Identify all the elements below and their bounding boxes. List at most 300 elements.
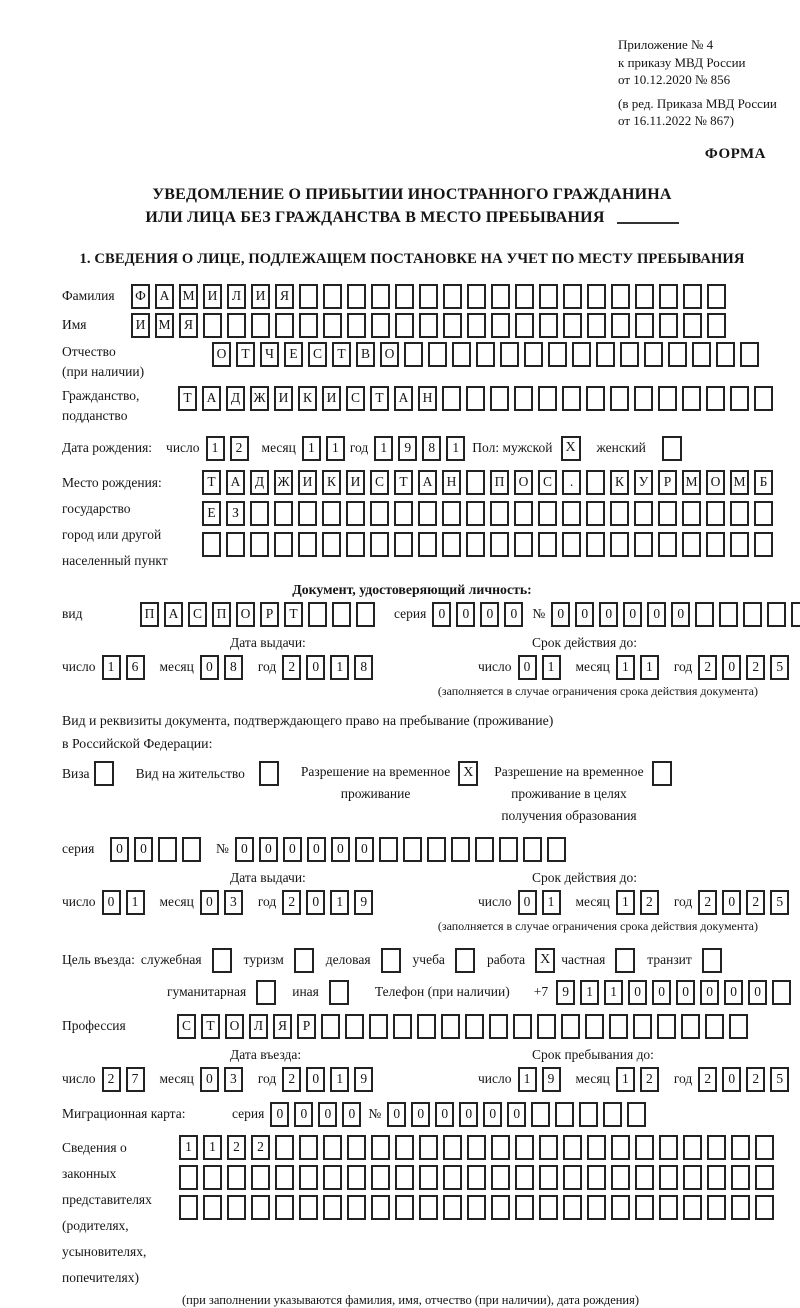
char-box[interactable] xyxy=(587,1165,606,1190)
char-box[interactable] xyxy=(538,386,557,411)
char-box[interactable]: 0 xyxy=(518,655,537,680)
char-box[interactable] xyxy=(707,1195,726,1220)
char-box[interactable] xyxy=(419,313,438,338)
char-box[interactable] xyxy=(370,532,389,557)
char-box[interactable] xyxy=(299,313,318,338)
char-box[interactable] xyxy=(418,501,437,526)
char-box[interactable] xyxy=(452,342,471,367)
char-box[interactable] xyxy=(515,1135,534,1160)
char-box[interactable]: А xyxy=(164,602,183,627)
char-box[interactable]: 9 xyxy=(354,890,373,915)
char-box[interactable]: 0 xyxy=(459,1102,478,1127)
char-box[interactable]: 1 xyxy=(616,890,635,915)
char-box[interactable] xyxy=(419,1135,438,1160)
checkbox-purpose-private[interactable] xyxy=(615,948,635,973)
char-box[interactable] xyxy=(563,1165,582,1190)
char-box[interactable]: О xyxy=(236,602,255,627)
char-box[interactable] xyxy=(538,501,557,526)
char-box[interactable]: М xyxy=(682,470,701,495)
char-box[interactable] xyxy=(443,1135,462,1160)
char-box[interactable] xyxy=(395,1165,414,1190)
char-box[interactable]: С xyxy=(188,602,207,627)
char-box[interactable] xyxy=(755,1165,774,1190)
char-box[interactable] xyxy=(657,1014,676,1039)
char-box[interactable] xyxy=(658,386,677,411)
char-box[interactable] xyxy=(322,532,341,557)
char-box[interactable]: 1 xyxy=(580,980,599,1005)
char-box[interactable] xyxy=(515,313,534,338)
char-box[interactable] xyxy=(514,386,533,411)
char-box[interactable] xyxy=(729,1014,748,1039)
char-box[interactable]: Т xyxy=(236,342,255,367)
char-box[interactable] xyxy=(539,1135,558,1160)
char-box[interactable] xyxy=(719,602,738,627)
char-box[interactable]: 0 xyxy=(480,602,499,627)
char-box[interactable] xyxy=(548,342,567,367)
char-box[interactable]: 0 xyxy=(518,890,537,915)
char-box[interactable]: 2 xyxy=(746,890,765,915)
char-box[interactable]: Р xyxy=(297,1014,316,1039)
char-box[interactable] xyxy=(442,532,461,557)
char-box[interactable]: 2 xyxy=(698,1067,717,1092)
char-box[interactable]: 0 xyxy=(294,1102,313,1127)
char-box[interactable]: Р xyxy=(260,602,279,627)
checkbox-residence-permit[interactable] xyxy=(259,761,279,786)
char-box[interactable]: О xyxy=(706,470,725,495)
char-box[interactable] xyxy=(634,532,653,557)
char-box[interactable]: 2 xyxy=(640,890,659,915)
char-box[interactable]: 9 xyxy=(398,436,417,461)
char-box[interactable]: 1 xyxy=(604,980,623,1005)
checkbox-purpose-tourism[interactable] xyxy=(294,948,314,973)
char-box[interactable]: Л xyxy=(249,1014,268,1039)
char-box[interactable] xyxy=(562,386,581,411)
char-box[interactable] xyxy=(755,1195,774,1220)
char-box[interactable]: 0 xyxy=(504,602,523,627)
char-box[interactable]: А xyxy=(226,470,245,495)
char-box[interactable] xyxy=(587,313,606,338)
char-box[interactable] xyxy=(465,1014,484,1039)
char-box[interactable]: 1 xyxy=(302,436,321,461)
char-box[interactable] xyxy=(731,1135,750,1160)
char-box[interactable]: 0 xyxy=(456,602,475,627)
char-box[interactable]: 3 xyxy=(224,890,243,915)
char-box[interactable] xyxy=(707,313,726,338)
char-box[interactable] xyxy=(467,284,486,309)
char-box[interactable] xyxy=(682,532,701,557)
char-box[interactable] xyxy=(347,1195,366,1220)
char-box[interactable] xyxy=(203,313,222,338)
char-box[interactable]: 0 xyxy=(102,890,121,915)
char-box[interactable] xyxy=(633,1014,652,1039)
char-box[interactable]: Д xyxy=(226,386,245,411)
char-box[interactable] xyxy=(275,313,294,338)
char-box[interactable] xyxy=(323,1165,342,1190)
char-box[interactable] xyxy=(609,1014,628,1039)
char-box[interactable]: 1 xyxy=(330,1067,349,1092)
char-box[interactable] xyxy=(659,313,678,338)
char-box[interactable] xyxy=(490,386,509,411)
char-box[interactable] xyxy=(730,532,749,557)
char-box[interactable]: 1 xyxy=(330,890,349,915)
char-box[interactable]: 0 xyxy=(331,837,350,862)
char-box[interactable] xyxy=(158,837,177,862)
char-box[interactable]: 0 xyxy=(483,1102,502,1127)
char-box[interactable] xyxy=(531,1102,550,1127)
char-box[interactable] xyxy=(323,1135,342,1160)
char-box[interactable] xyxy=(476,342,495,367)
char-box[interactable] xyxy=(513,1014,532,1039)
char-box[interactable]: 1 xyxy=(126,890,145,915)
char-box[interactable] xyxy=(634,386,653,411)
char-box[interactable]: 8 xyxy=(354,655,373,680)
char-box[interactable]: 0 xyxy=(110,837,129,862)
char-box[interactable]: 0 xyxy=(435,1102,454,1127)
char-box[interactable] xyxy=(299,1135,318,1160)
char-box[interactable] xyxy=(179,1195,198,1220)
char-box[interactable]: 2 xyxy=(746,1067,765,1092)
char-box[interactable] xyxy=(515,1165,534,1190)
char-box[interactable] xyxy=(491,1165,510,1190)
char-box[interactable] xyxy=(705,1014,724,1039)
char-box[interactable] xyxy=(346,501,365,526)
char-box[interactable] xyxy=(451,837,470,862)
char-box[interactable] xyxy=(611,313,630,338)
char-box[interactable]: 0 xyxy=(671,602,690,627)
char-box[interactable]: 2 xyxy=(102,1067,121,1092)
char-box[interactable] xyxy=(587,1195,606,1220)
char-box[interactable]: 0 xyxy=(647,602,666,627)
char-box[interactable]: 1 xyxy=(374,436,393,461)
char-box[interactable] xyxy=(561,1014,580,1039)
char-box[interactable]: И xyxy=(251,284,270,309)
char-box[interactable]: 0 xyxy=(551,602,570,627)
char-box[interactable] xyxy=(586,386,605,411)
char-box[interactable]: О xyxy=(380,342,399,367)
char-box[interactable]: 1 xyxy=(203,1135,222,1160)
char-box[interactable]: И xyxy=(203,284,222,309)
char-box[interactable] xyxy=(611,1135,630,1160)
char-box[interactable]: Е xyxy=(284,342,303,367)
char-box[interactable]: 1 xyxy=(542,890,561,915)
char-box[interactable]: 1 xyxy=(542,655,561,680)
char-box[interactable]: О xyxy=(212,342,231,367)
char-box[interactable] xyxy=(635,284,654,309)
char-box[interactable] xyxy=(579,1102,598,1127)
char-box[interactable] xyxy=(475,837,494,862)
char-box[interactable] xyxy=(490,532,509,557)
char-box[interactable] xyxy=(754,386,773,411)
char-box[interactable] xyxy=(563,284,582,309)
char-box[interactable]: 0 xyxy=(134,837,153,862)
char-box[interactable]: 0 xyxy=(306,890,325,915)
char-box[interactable] xyxy=(347,313,366,338)
char-box[interactable] xyxy=(323,284,342,309)
char-box[interactable] xyxy=(227,1195,246,1220)
char-box[interactable] xyxy=(610,532,629,557)
char-box[interactable] xyxy=(683,1165,702,1190)
char-box[interactable] xyxy=(308,602,327,627)
char-box[interactable] xyxy=(491,1195,510,1220)
char-box[interactable]: 2 xyxy=(282,890,301,915)
char-box[interactable]: 0 xyxy=(200,1067,219,1092)
char-box[interactable] xyxy=(610,386,629,411)
char-box[interactable] xyxy=(523,837,542,862)
char-box[interactable]: Т xyxy=(202,470,221,495)
char-box[interactable]: Т xyxy=(178,386,197,411)
char-box[interactable]: 2 xyxy=(227,1135,246,1160)
char-box[interactable] xyxy=(347,1165,366,1190)
char-box[interactable]: 0 xyxy=(306,1067,325,1092)
char-box[interactable] xyxy=(587,284,606,309)
char-box[interactable] xyxy=(419,1195,438,1220)
char-box[interactable] xyxy=(467,313,486,338)
char-box[interactable] xyxy=(467,1165,486,1190)
char-box[interactable]: 9 xyxy=(354,1067,373,1092)
char-box[interactable] xyxy=(322,501,341,526)
char-box[interactable] xyxy=(611,284,630,309)
char-box[interactable] xyxy=(658,532,677,557)
checkbox-purpose-business[interactable] xyxy=(381,948,401,973)
char-box[interactable]: К xyxy=(298,386,317,411)
char-box[interactable] xyxy=(603,1102,622,1127)
char-box[interactable] xyxy=(441,1014,460,1039)
char-box[interactable] xyxy=(706,386,725,411)
char-box[interactable]: Ф xyxy=(131,284,150,309)
checkbox-purpose-study[interactable] xyxy=(455,948,475,973)
char-box[interactable] xyxy=(491,284,510,309)
char-box[interactable] xyxy=(394,501,413,526)
char-box[interactable]: Б xyxy=(754,470,773,495)
char-box[interactable] xyxy=(706,532,725,557)
checkbox-visa[interactable] xyxy=(94,761,114,786)
char-box[interactable] xyxy=(683,313,702,338)
char-box[interactable] xyxy=(347,1135,366,1160)
char-box[interactable] xyxy=(683,1195,702,1220)
char-box[interactable]: 1 xyxy=(640,655,659,680)
char-box[interactable]: С xyxy=(346,386,365,411)
char-box[interactable] xyxy=(716,342,735,367)
char-box[interactable] xyxy=(772,980,791,1005)
checkbox-purpose-humanitarian[interactable] xyxy=(256,980,276,1005)
char-box[interactable] xyxy=(682,386,701,411)
char-box[interactable] xyxy=(514,532,533,557)
char-box[interactable]: Я xyxy=(273,1014,292,1039)
char-box[interactable] xyxy=(393,1014,412,1039)
char-box[interactable] xyxy=(443,313,462,338)
char-box[interactable] xyxy=(203,1195,222,1220)
char-box[interactable] xyxy=(371,313,390,338)
char-box[interactable] xyxy=(346,532,365,557)
char-box[interactable] xyxy=(659,1135,678,1160)
char-box[interactable]: 9 xyxy=(556,980,575,1005)
char-box[interactable]: Л xyxy=(227,284,246,309)
char-box[interactable]: 0 xyxy=(283,837,302,862)
char-box[interactable] xyxy=(467,1195,486,1220)
char-box[interactable] xyxy=(467,1135,486,1160)
char-box[interactable] xyxy=(395,1195,414,1220)
char-box[interactable] xyxy=(179,1165,198,1190)
char-box[interactable]: 0 xyxy=(623,602,642,627)
char-box[interactable] xyxy=(596,342,615,367)
char-box[interactable] xyxy=(610,501,629,526)
char-box[interactable] xyxy=(323,313,342,338)
char-box[interactable] xyxy=(182,837,201,862)
char-box[interactable] xyxy=(555,1102,574,1127)
char-box[interactable] xyxy=(466,501,485,526)
char-box[interactable]: 5 xyxy=(770,890,789,915)
char-box[interactable]: 1 xyxy=(102,655,121,680)
char-box[interactable]: Н xyxy=(442,470,461,495)
char-box[interactable]: 7 xyxy=(126,1067,145,1092)
char-box[interactable] xyxy=(404,342,423,367)
char-box[interactable]: 2 xyxy=(230,436,249,461)
char-box[interactable] xyxy=(321,1014,340,1039)
char-box[interactable] xyxy=(681,1014,700,1039)
char-box[interactable] xyxy=(586,470,605,495)
char-box[interactable] xyxy=(490,501,509,526)
char-box[interactable]: 0 xyxy=(432,602,451,627)
char-box[interactable] xyxy=(572,342,591,367)
char-box[interactable]: 0 xyxy=(342,1102,361,1127)
char-box[interactable] xyxy=(524,342,543,367)
char-box[interactable] xyxy=(251,1195,270,1220)
char-box[interactable] xyxy=(299,284,318,309)
char-box[interactable] xyxy=(371,1165,390,1190)
char-box[interactable] xyxy=(443,1195,462,1220)
char-box[interactable] xyxy=(743,602,762,627)
char-box[interactable]: А xyxy=(202,386,221,411)
char-box[interactable]: 2 xyxy=(746,655,765,680)
char-box[interactable]: 0 xyxy=(411,1102,430,1127)
char-box[interactable]: М xyxy=(155,313,174,338)
char-box[interactable]: 1 xyxy=(616,655,635,680)
char-box[interactable] xyxy=(586,501,605,526)
char-box[interactable] xyxy=(371,1195,390,1220)
char-box[interactable]: Я xyxy=(275,284,294,309)
char-box[interactable] xyxy=(418,532,437,557)
char-box[interactable] xyxy=(627,1102,646,1127)
char-box[interactable]: К xyxy=(322,470,341,495)
char-box[interactable]: Т xyxy=(370,386,389,411)
char-box[interactable] xyxy=(539,1165,558,1190)
char-box[interactable] xyxy=(419,1165,438,1190)
char-box[interactable]: О xyxy=(225,1014,244,1039)
char-box[interactable]: 0 xyxy=(270,1102,289,1127)
char-box[interactable]: 2 xyxy=(698,655,717,680)
char-box[interactable]: 8 xyxy=(422,436,441,461)
char-box[interactable]: 2 xyxy=(282,1067,301,1092)
char-box[interactable]: 0 xyxy=(722,655,741,680)
char-box[interactable] xyxy=(695,602,714,627)
char-box[interactable] xyxy=(563,313,582,338)
char-box[interactable]: И xyxy=(346,470,365,495)
char-box[interactable]: 0 xyxy=(724,980,743,1005)
char-box[interactable]: 9 xyxy=(542,1067,561,1092)
char-box[interactable]: 2 xyxy=(698,890,717,915)
char-box[interactable] xyxy=(730,386,749,411)
char-box[interactable]: У xyxy=(634,470,653,495)
char-box[interactable]: 1 xyxy=(616,1067,635,1092)
char-box[interactable] xyxy=(202,532,221,557)
char-box[interactable]: Т xyxy=(201,1014,220,1039)
char-box[interactable]: . xyxy=(562,470,581,495)
char-box[interactable]: Т xyxy=(394,470,413,495)
char-box[interactable]: 0 xyxy=(575,602,594,627)
char-box[interactable] xyxy=(275,1165,294,1190)
char-box[interactable] xyxy=(332,602,351,627)
char-box[interactable] xyxy=(347,284,366,309)
char-box[interactable] xyxy=(586,532,605,557)
char-box[interactable]: 1 xyxy=(518,1067,537,1092)
char-box[interactable] xyxy=(635,313,654,338)
char-box[interactable] xyxy=(370,501,389,526)
char-box[interactable] xyxy=(611,1195,630,1220)
char-box[interactable] xyxy=(562,501,581,526)
char-box[interactable] xyxy=(489,1014,508,1039)
char-box[interactable] xyxy=(659,1195,678,1220)
char-box[interactable] xyxy=(707,284,726,309)
char-box[interactable]: П xyxy=(490,470,509,495)
char-box[interactable]: Ч xyxy=(260,342,279,367)
char-box[interactable]: 5 xyxy=(770,1067,789,1092)
char-box[interactable] xyxy=(635,1135,654,1160)
char-box[interactable]: 0 xyxy=(307,837,326,862)
checkbox-purpose-work[interactable]: X xyxy=(535,948,555,973)
char-box[interactable] xyxy=(491,1135,510,1160)
char-box[interactable] xyxy=(395,313,414,338)
char-box[interactable] xyxy=(563,1195,582,1220)
char-box[interactable]: 0 xyxy=(306,655,325,680)
char-box[interactable]: 2 xyxy=(251,1135,270,1160)
char-box[interactable] xyxy=(379,837,398,862)
char-box[interactable] xyxy=(658,501,677,526)
char-box[interactable]: 0 xyxy=(676,980,695,1005)
char-box[interactable]: 0 xyxy=(748,980,767,1005)
char-box[interactable] xyxy=(417,1014,436,1039)
char-box[interactable] xyxy=(515,1195,534,1220)
char-box[interactable]: 0 xyxy=(200,655,219,680)
char-box[interactable]: И xyxy=(274,386,293,411)
char-box[interactable] xyxy=(499,837,518,862)
char-box[interactable] xyxy=(395,284,414,309)
char-box[interactable] xyxy=(500,342,519,367)
char-box[interactable] xyxy=(250,532,269,557)
char-box[interactable]: Е xyxy=(202,501,221,526)
char-box[interactable]: Т xyxy=(332,342,351,367)
char-box[interactable] xyxy=(767,602,786,627)
char-box[interactable]: Р xyxy=(658,470,677,495)
char-box[interactable] xyxy=(466,386,485,411)
char-box[interactable]: 0 xyxy=(599,602,618,627)
char-box[interactable] xyxy=(620,342,639,367)
char-box[interactable] xyxy=(707,1135,726,1160)
char-box[interactable] xyxy=(275,1195,294,1220)
char-box[interactable]: Я xyxy=(179,313,198,338)
char-box[interactable] xyxy=(419,284,438,309)
char-box[interactable] xyxy=(635,1165,654,1190)
char-box[interactable] xyxy=(394,532,413,557)
char-box[interactable] xyxy=(443,284,462,309)
char-box[interactable]: 2 xyxy=(640,1067,659,1092)
char-box[interactable]: О xyxy=(514,470,533,495)
char-box[interactable] xyxy=(466,532,485,557)
char-box[interactable] xyxy=(323,1195,342,1220)
char-box[interactable]: И xyxy=(131,313,150,338)
char-box[interactable] xyxy=(371,1135,390,1160)
checkbox-male[interactable]: X xyxy=(561,436,581,461)
char-box[interactable] xyxy=(275,1135,294,1160)
